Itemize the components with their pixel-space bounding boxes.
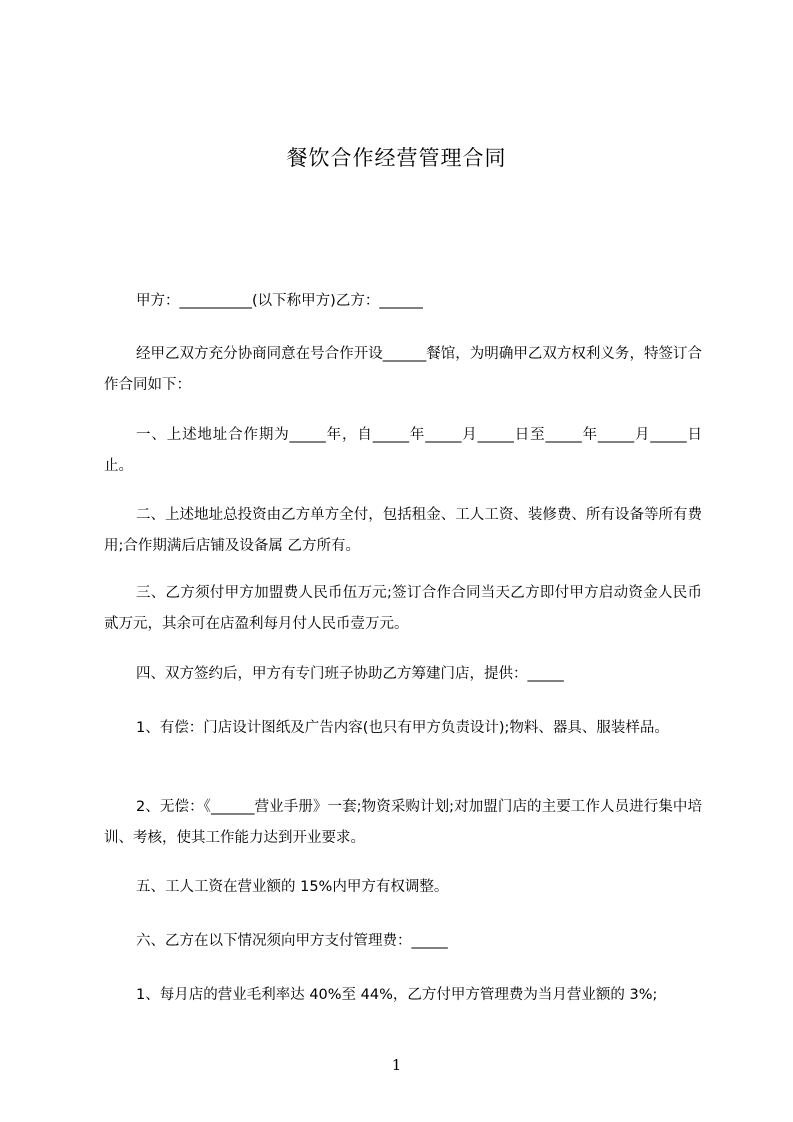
party-line: 甲方：__________(以下称甲方)乙方：______	[136, 293, 423, 309]
document-title: 餐饮合作经营管理合同	[286, 146, 507, 170]
clause-3-fees: 三、乙方须付甲方加盟费人民币伍万元;签订合作合同当天乙方即付甲方启动资金人民币贰万元，其余可在店盈利每月付人民币壹万元。	[104, 585, 702, 632]
clause-4-support: 四、双方签约后，甲方有专门班子协助乙方筹建门店，提供：_____	[136, 666, 564, 682]
clause-6-management-fee: 六、乙方在以下情况须向甲方支付管理费：_____	[136, 933, 448, 949]
clause-6-item-1: 1、每月店的营业毛利率达 40%至 44%，乙方付甲方管理费为当月营业额的 3%;	[136, 987, 658, 1003]
clause-5-wages: 五、工人工资在营业额的 15%内甲方有权调整。	[136, 879, 449, 895]
clause-4-item-2-free: 2、无偿：《______营业手册》一套;物资采购计划;对加盟门店的主要工作人员进行集中培训、考核，使其工作能力达到开业要求。	[104, 799, 702, 846]
clause-2-investment: 二、上述地址总投资由乙方单方全付，包括租金、工人工资、装修费、所有设备等所有费用;合作期满后店铺及设备属 乙方所有。	[104, 507, 702, 554]
page-number: 1	[391, 1056, 402, 1074]
clause-4-item-1-paid: 1、有偿：门店设计图纸及广告内容(也只有甲方负责设计);物料、器具、服装样品。	[136, 720, 669, 736]
preamble-paragraph: 经甲乙双方充分协商同意在号合作开设______餐馆，为明确甲乙双方权利义务，特签订合作合同如下：	[104, 346, 702, 393]
clause-1-term: 一、上述地址合作期为_____年，自_____年_____月_____日至_____年_____月_____日止。	[104, 427, 702, 474]
